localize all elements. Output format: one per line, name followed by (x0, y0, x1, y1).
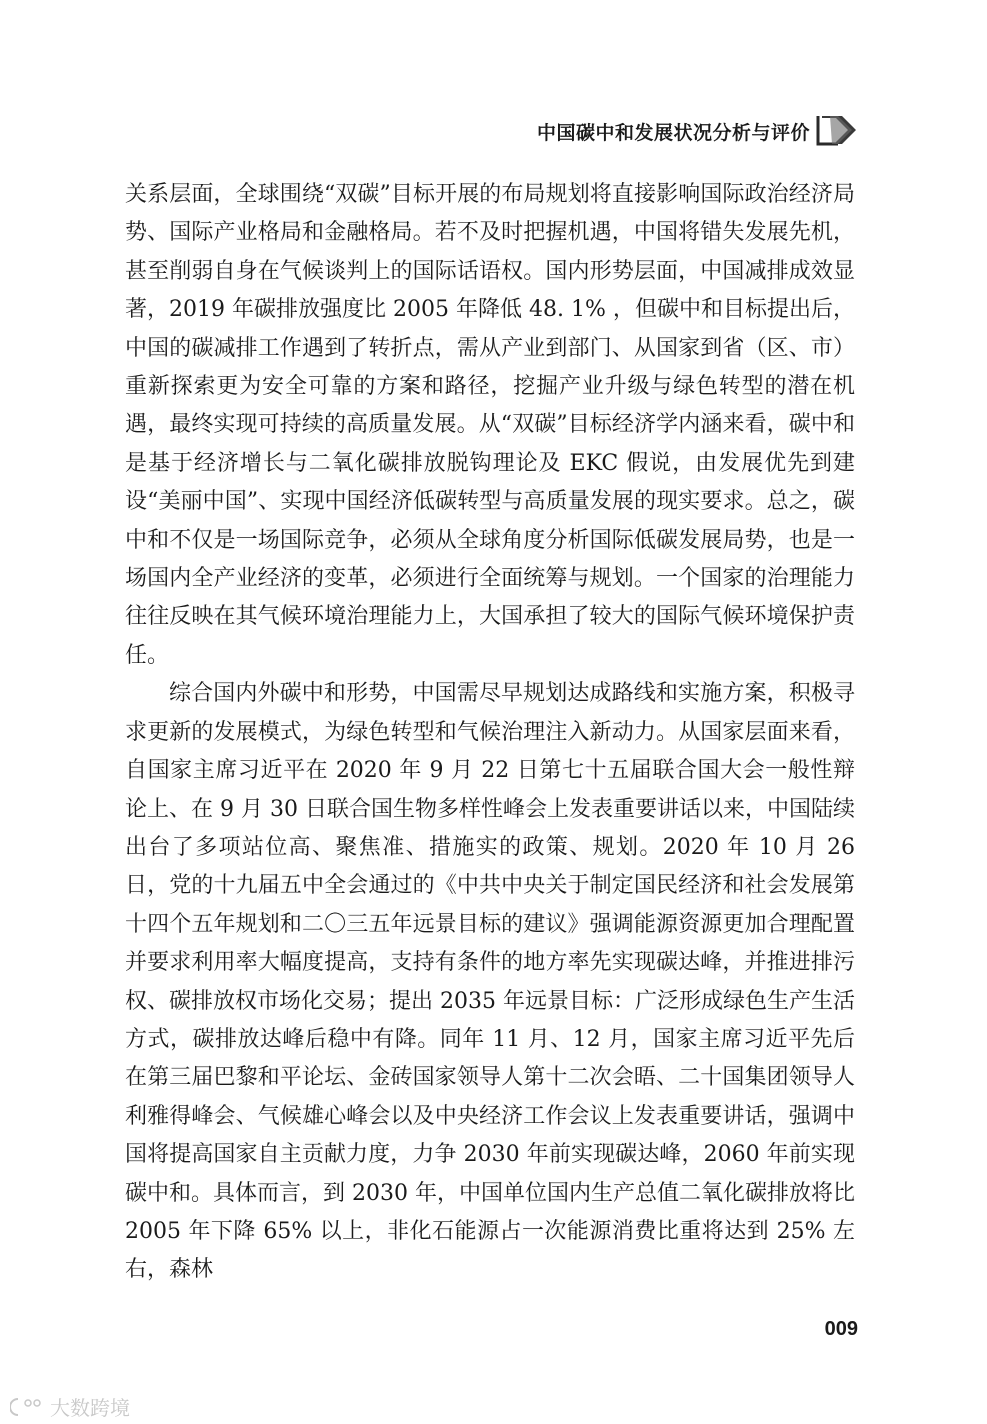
page-number: 009 (824, 1318, 858, 1340)
body-text (125, 176, 855, 1290)
watermark (10, 1394, 130, 1418)
watermark-logo-icon (10, 1395, 46, 1417)
chevron-arrow-icon (816, 108, 860, 152)
running-head-title: 中国碳中和发展状况分析与评价 (536, 122, 810, 144)
paragraph-continued: 关系层面，全球围绕“双碳”目标开展的布局规划将直接影响国际政治经济局势、国际产业格局和金融格局。若不及时把握机遇，中国将错失发展先机，甚至削弱自身在气候谈判上的国际话语权。国内形势层面，中国减排成效显著，2019 年碳排放强度比 2005 年降低 48. 1% ，但碳中和目标提出后，中国的碳减排工作遇到了转折点，需从产业到部门、从国家到省（区、市）重新探索更为安全可靠的方案和路径，挖掘产业升级与绿色转型的潜在机遇，最终实现可持续的高质量发展。从“双碳”目标经济学内涵来看，碳中和是基于经济增长与二氧化碳排放脱钩理论及 EKC 假说，由发展优先到建设“美丽中国”、实现中国经济低碳转型与高质量发展的现实要求。总之，碳中和不仅是一场国际竞争，必须从全球角度分析国际低碳发展局势，也是一场国内全产业经济的变革，必须进行全面统筹与规划。一个国家的治理能力往往反映在其气候环境治理能力上，大国承担了较大的国际气候环境保护责任。 (125, 182, 855, 668)
watermark-text: 大数跨境 (50, 1395, 130, 1420)
paragraph: 综合国内外碳中和形势，中国需尽早规划达成路线和实施方案，积极寻求更新的发展模式，为绿色转型和气候治理注入新动力。从国家层面来看，自国家主席习近平在 2020 年 9 月 22 日第七十五届联合国大会一般性辩论上、在 9 月 30 日联合国生物多样性峰会上发表重要讲话以来，中国陆续出台了多项站位高、聚焦准、措施实的政策、规划。2020 年 10 月 26 日，党的十九届五中全会通过的《中共中央关于制定国民经济和社会发展第十四个五年规划和二〇三五年远景目标的建议》强调能源资源更加合理配置并要求利用率大幅度提高，支持有条件的地方率先实现碳达峰，并推进排污权、碳排放权市场化交易；提出 2035 年远景目标：广泛形成绿色生产生活方式，碳排放达峰后稳中有降。同年 11 月、12 月，国家主席习近平先后在第三届巴黎和平论坛、金砖国家领导人第十二次会晤、二十国集团领导人利雅得峰会、气候雄心峰会以及中央经济工作会议上发表重要讲话，强调中国将提高国家自主贡献力度，力争 2030 年前实现碳达峰，2060 年前实现碳中和。具体而言，到 2030 年，中国单位国内生产总值二氧化碳排放将比 2005 年下降 65% 以上，非化石能源占一次能源消费比重将达到 25% 左右，森林 (125, 681, 855, 1283)
